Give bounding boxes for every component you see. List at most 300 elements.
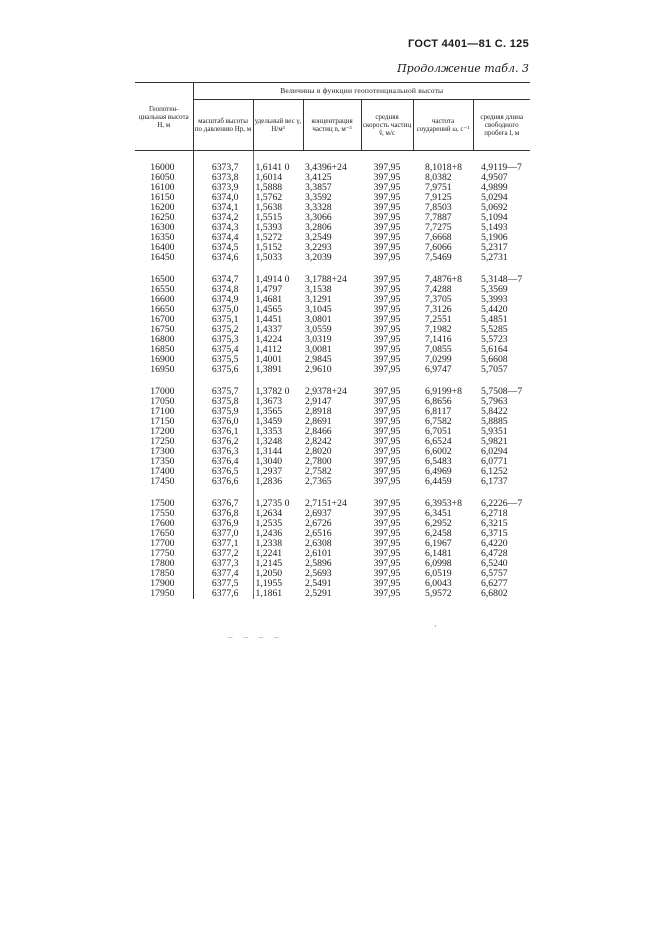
table-cell: 1,3144 <box>253 447 303 457</box>
table-cell: 3,0559 <box>305 324 332 335</box>
table-cell: 6,2458 <box>425 528 452 539</box>
table-cell: 6,6002 <box>425 446 452 457</box>
table-cell: 2,9610 <box>305 364 332 375</box>
table-cell: 6376,4 <box>211 456 239 467</box>
table-row <box>135 387 530 397</box>
table-cell: 7,6066 <box>425 242 452 253</box>
table-cell: 1,2436 <box>253 529 303 539</box>
table-cell: 17950 <box>135 589 193 599</box>
table-cell: 5,9351 <box>481 426 508 437</box>
table-cell: 397,95 <box>373 202 401 213</box>
table-row <box>135 163 530 173</box>
table-cell: 6,2226—7 <box>481 498 523 509</box>
table-row <box>135 213 530 223</box>
table-cell: 5,3569 <box>481 284 508 295</box>
table-cell: 1,2241 <box>253 549 303 559</box>
table-cell: 6373,9 <box>211 182 239 193</box>
table-cell: 397,95 <box>373 232 401 243</box>
table-cell: 1,2050 <box>253 569 303 579</box>
table-cell: 397,95 <box>373 364 401 375</box>
table-cell: 6,9747 <box>425 364 452 375</box>
table-cell: 1,6141 0 <box>253 163 303 173</box>
table-cell: 8,0382 <box>425 172 452 183</box>
table-cell: 6375,9 <box>211 406 239 417</box>
table-cell: 397,95 <box>373 162 401 173</box>
table-cell: 1,3353 <box>253 427 303 437</box>
table-cell: 6,6524 <box>425 436 452 447</box>
table-cell: 17100 <box>135 407 193 417</box>
table-cell: 6,1252 <box>481 466 508 477</box>
table-cell: 3,2293 <box>305 242 332 253</box>
table-cell: 6374,1 <box>211 202 239 213</box>
table-cell: 3,1045 <box>305 304 332 315</box>
table-cell: 5,6164 <box>481 344 508 355</box>
table-cell: 3,0081 <box>305 344 332 355</box>
table-cell: 17650 <box>135 529 193 539</box>
table-row <box>135 223 530 233</box>
table-cell: 397,95 <box>373 518 401 529</box>
table-cell: 6374,2 <box>211 212 239 223</box>
table-cell: 1,6014 <box>253 173 303 183</box>
table-cell: 397,95 <box>373 252 401 263</box>
table-cell: 397,95 <box>373 222 401 233</box>
table-cell: 6375,3 <box>211 334 239 345</box>
table-cell: 17350 <box>135 457 193 467</box>
table-cell: 7,9751 <box>425 182 452 193</box>
table-cell: 6373,8 <box>211 172 239 183</box>
table-cell: 6374,4 <box>211 232 239 243</box>
table-cell: 397,95 <box>373 386 401 397</box>
table-cell: 397,95 <box>373 578 401 589</box>
table-cell: 6377,4 <box>211 568 239 579</box>
table-cell: 3,3857 <box>305 182 332 193</box>
table-cell: 17150 <box>135 417 193 427</box>
table-row <box>135 285 530 295</box>
table-cell: 397,95 <box>373 416 401 427</box>
table-cell: 17200 <box>135 427 193 437</box>
table-cell: 6374,3 <box>211 222 239 233</box>
table-cell: 17450 <box>135 477 193 487</box>
table-cell: 2,7151+24 <box>305 498 347 509</box>
table-cell: 1,4451 <box>253 315 303 325</box>
table-cell: 16400 <box>135 243 193 253</box>
table-row <box>135 499 530 509</box>
table-cell: 6375,4 <box>211 344 239 355</box>
table-cell: 5,7963 <box>481 396 508 407</box>
table-cell: 1,4797 <box>253 285 303 295</box>
table-cell: 2,5491 <box>305 578 332 589</box>
table-cell: 3,4125 <box>305 172 332 183</box>
table-row <box>135 253 530 263</box>
table-row <box>135 457 530 467</box>
table-cell: 16900 <box>135 355 193 365</box>
table-row <box>135 325 530 335</box>
table-cell: 397,95 <box>373 446 401 457</box>
table-cell: 397,95 <box>373 426 401 437</box>
table-cell: 1,4681 <box>253 295 303 305</box>
table-cell: 7,7275 <box>425 222 452 233</box>
table-cell: 8,1018+8 <box>425 162 462 173</box>
table-cell: 6,0998 <box>425 558 452 569</box>
header-group: Величины в функции геопотенциальной высоты <box>193 83 530 100</box>
table-cell: 6,1481 <box>425 548 452 559</box>
table-cell: 1,3782 0 <box>253 387 303 397</box>
table-cell: 397,95 <box>373 284 401 295</box>
table-cell: 6375,1 <box>211 314 239 325</box>
table-cell: 1,5393 <box>253 223 303 233</box>
table-cell: 7,0855 <box>425 344 452 355</box>
table-row <box>135 569 530 579</box>
table-row <box>135 275 530 285</box>
table-row <box>135 233 530 243</box>
table-cell: 6,7582 <box>425 416 452 427</box>
table-cell: 6,0771 <box>481 456 508 467</box>
table-cell: 6,1737 <box>481 476 508 487</box>
table-cell: 6375,7 <box>211 386 239 397</box>
table-cell: 5,1493 <box>481 222 508 233</box>
table-cell: 7,9125 <box>425 192 452 203</box>
table-cell: 6,8656 <box>425 396 452 407</box>
table-cell: 17750 <box>135 549 193 559</box>
table-cell: 397,95 <box>373 182 401 193</box>
table-row <box>135 509 530 519</box>
table-cell: 397,95 <box>373 508 401 519</box>
table-cell: 4,9899 <box>481 182 508 193</box>
table-row <box>135 315 530 325</box>
table-cell: 16750 <box>135 325 193 335</box>
table-cell: 17600 <box>135 519 193 529</box>
table-cell: 5,2317 <box>481 242 508 253</box>
table-cell: 7,3126 <box>425 304 452 315</box>
header-collision-frequency: частота соударений ω, с⁻¹ <box>413 100 473 151</box>
table-cell: 2,8242 <box>305 436 332 447</box>
table-cell: 16350 <box>135 233 193 243</box>
table-cell: 6377,1 <box>211 538 239 549</box>
table-cell: 7,1982 <box>425 324 452 335</box>
table-cell: 397,95 <box>373 396 401 407</box>
table-cell: 6376,9 <box>211 518 239 529</box>
table-cell: 397,95 <box>373 548 401 559</box>
header-specific-weight: удельный вес γ, Н/м³ <box>253 100 303 151</box>
table-cell: 6,5240 <box>481 558 508 569</box>
table-row <box>135 183 530 193</box>
table-cell: 397,95 <box>373 294 401 305</box>
table-cell: 397,95 <box>373 334 401 345</box>
table-cell: 16600 <box>135 295 193 305</box>
table-cell: 6374,8 <box>211 284 239 295</box>
table-row <box>135 529 530 539</box>
table-cell: 6,3451 <box>425 508 452 519</box>
table-cell: 7,3705 <box>425 294 452 305</box>
table-cell: 17500 <box>135 499 193 509</box>
table-cell: 16700 <box>135 315 193 325</box>
table-cell: 3,4396+24 <box>305 162 347 173</box>
table-cell: 6373,7 <box>211 162 239 173</box>
table-body <box>135 151 530 600</box>
table-cell: 17000 <box>135 387 193 397</box>
table-cell: 5,0294 <box>481 192 508 203</box>
table-row <box>135 305 530 315</box>
table-cell: 5,3993 <box>481 294 508 305</box>
table-cell: 1,2836 <box>253 477 303 487</box>
table-cell: 6376,7 <box>211 498 239 509</box>
table-cell: 1,2535 <box>253 519 303 529</box>
table-cell: 17900 <box>135 579 193 589</box>
table-cell: 397,95 <box>373 172 401 183</box>
table-cell: 6376,1 <box>211 426 239 437</box>
table-row <box>135 579 530 589</box>
table-cell: 6,1967 <box>425 538 452 549</box>
table-cell: 3,3592 <box>305 192 332 203</box>
table-cell: 397,95 <box>373 406 401 417</box>
table-cell: 6377,6 <box>211 588 239 599</box>
table-row <box>135 365 530 375</box>
table-cell: 397,95 <box>373 354 401 365</box>
table-row <box>135 559 530 569</box>
table-cell: 16200 <box>135 203 193 213</box>
table-cell: 6,4220 <box>481 538 508 549</box>
table-row <box>135 447 530 457</box>
table-cell: 7,7887 <box>425 212 452 223</box>
table-cell: 5,3148—7 <box>481 274 523 285</box>
table-cell: 2,7800 <box>305 456 332 467</box>
table-cell: 3,2806 <box>305 222 332 233</box>
table-cell: 7,6668 <box>425 232 452 243</box>
table-cell: 2,5291 <box>305 588 332 599</box>
table-cell: 7,4288 <box>425 284 452 295</box>
table-row <box>135 417 530 427</box>
table-cell: 1,2338 <box>253 539 303 549</box>
table-cell: 6374,6 <box>211 252 239 263</box>
table-cell: 1,4112 <box>253 345 303 355</box>
table-cell: 1,3040 <box>253 457 303 467</box>
table-cell: 3,1788+24 <box>305 274 347 285</box>
table-cell: 6374,5 <box>211 242 239 253</box>
table-cell: 6,9199+8 <box>425 386 462 397</box>
table-row <box>135 519 530 529</box>
table-cell: 2,9147 <box>305 396 332 407</box>
table-cell: 16950 <box>135 365 193 375</box>
table-cell: 397,95 <box>373 212 401 223</box>
table-cell: 16300 <box>135 223 193 233</box>
table-cell: 6375,2 <box>211 324 239 335</box>
table-cell: 397,95 <box>373 558 401 569</box>
table-cell: 17700 <box>135 539 193 549</box>
table-cell: 6,0294 <box>481 446 508 457</box>
table-cell: 1,2634 <box>253 509 303 519</box>
table-cell: 17300 <box>135 447 193 457</box>
table-cell: 5,7057 <box>481 364 508 375</box>
table-cell: 6,4728 <box>481 548 508 559</box>
table-row <box>135 243 530 253</box>
stray-mark: · <box>434 622 437 631</box>
table-cell: 17550 <box>135 509 193 519</box>
table-cell: 16000 <box>135 163 193 173</box>
table-cell: 1,5762 <box>253 193 303 203</box>
table-cell: 1,4224 <box>253 335 303 345</box>
table-cell: 16850 <box>135 345 193 355</box>
table-cell: 397,95 <box>373 304 401 315</box>
table-cell: 397,95 <box>373 456 401 467</box>
table-cell: 1,5272 <box>253 233 303 243</box>
table-cell: 5,4851 <box>481 314 508 325</box>
table-cell: 6,0043 <box>425 578 452 589</box>
table-cell: 6,8117 <box>425 406 452 417</box>
table-cell: 397,95 <box>373 192 401 203</box>
table-cell: 2,6516 <box>305 528 332 539</box>
table-row <box>135 355 530 365</box>
table-cell: 6375,5 <box>211 354 239 365</box>
table-cell: 397,95 <box>373 242 401 253</box>
table-row <box>135 407 530 417</box>
table-cell: 3,2039 <box>305 252 332 263</box>
table-cell: 6,3215 <box>481 518 508 529</box>
geopotential-table <box>135 82 530 599</box>
table-cell: 2,5693 <box>305 568 332 579</box>
table-cell: 5,8885 <box>481 416 508 427</box>
table-cell: 1,5515 <box>253 213 303 223</box>
table-row <box>135 173 530 183</box>
table-cell: 5,1906 <box>481 232 508 243</box>
header-mean-free-path: средняя длина свободного пробега l, м <box>473 100 530 151</box>
table-row <box>135 437 530 447</box>
table-cell: 5,8422 <box>481 406 508 417</box>
table-cell: 1,5033 <box>253 253 303 263</box>
table-cell: 17400 <box>135 467 193 477</box>
table-cell: 5,0692 <box>481 202 508 213</box>
table-cell: 6,4459 <box>425 476 452 487</box>
footer-marks: _ _ _ _ <box>228 628 283 638</box>
table-cell: 6,2952 <box>425 518 452 529</box>
table-cell: 1,3565 <box>253 407 303 417</box>
table-cell: 2,6101 <box>305 548 332 559</box>
table-cell: 6375,8 <box>211 396 239 407</box>
table-cell: 3,0801 <box>305 314 332 325</box>
table-cell: 3,1538 <box>305 284 332 295</box>
table-cell: 7,5469 <box>425 252 452 263</box>
table-cell: 397,95 <box>373 498 401 509</box>
table-cell: 397,95 <box>373 538 401 549</box>
table-cell: 2,8918 <box>305 406 332 417</box>
table-cell: 5,6608 <box>481 354 508 365</box>
table-row <box>135 477 530 487</box>
table-cell: 16450 <box>135 253 193 263</box>
table-cell: 16150 <box>135 193 193 203</box>
table-cell: 3,3066 <box>305 212 332 223</box>
table-row <box>135 467 530 477</box>
table-row <box>135 193 530 203</box>
table-cell: 5,2731 <box>481 252 508 263</box>
table-cell: 5,5723 <box>481 334 508 345</box>
table-cell: 397,95 <box>373 344 401 355</box>
table-cell: 2,7582 <box>305 466 332 477</box>
table-cell: 4,9507 <box>481 172 508 183</box>
table-cell: 5,9821 <box>481 436 508 447</box>
table-cell: 6377,5 <box>211 578 239 589</box>
table-cell: 5,7508—7 <box>481 386 523 397</box>
table-cell: 17050 <box>135 397 193 407</box>
table-cell: 5,9572 <box>425 588 452 599</box>
table-cell: 17800 <box>135 559 193 569</box>
table-cell: 2,6726 <box>305 518 332 529</box>
table-cell: 1,2735 0 <box>253 499 303 509</box>
table-cell: 6376,6 <box>211 476 239 487</box>
table-cell: 6375,0 <box>211 304 239 315</box>
table-cell: 397,95 <box>373 568 401 579</box>
table-row <box>135 397 530 407</box>
header-geopotential-height: Геопотен-циальная высота H, м <box>135 83 193 151</box>
table-cell: 2,8691 <box>305 416 332 427</box>
table-cell: 397,95 <box>373 274 401 285</box>
table-row <box>135 345 530 355</box>
table-cell: 1,1861 <box>253 589 303 599</box>
table-cell: 16650 <box>135 305 193 315</box>
table-cell: 6,4969 <box>425 466 452 477</box>
table-cell: 6,7051 <box>425 426 452 437</box>
table-cell: 6376,5 <box>211 466 239 477</box>
table-cell: 397,95 <box>373 588 401 599</box>
table-cell: 1,2145 <box>253 559 303 569</box>
header-mean-speed: средняя скорость частиц v̄, м/с <box>361 100 413 151</box>
table-cell: 16250 <box>135 213 193 223</box>
table-cell: 1,4337 <box>253 325 303 335</box>
table-cell: 16050 <box>135 173 193 183</box>
table-cell: 1,2937 <box>253 467 303 477</box>
table-row <box>135 539 530 549</box>
document-code: ГОСТ 4401—81 С. 125 <box>408 38 529 50</box>
table-row <box>135 427 530 437</box>
table-cell: 1,4914 0 <box>253 275 303 285</box>
table-cell: 2,8466 <box>305 426 332 437</box>
table-cell: 17850 <box>135 569 193 579</box>
table-cell: 7,8503 <box>425 202 452 213</box>
table-cell: 397,95 <box>373 324 401 335</box>
table-cell: 1,4565 <box>253 305 303 315</box>
table-cell: 6376,3 <box>211 446 239 457</box>
table-cell: 6,0519 <box>425 568 452 579</box>
table-cell: 6374,0 <box>211 192 239 203</box>
table-row <box>135 295 530 305</box>
table-cell: 16800 <box>135 335 193 345</box>
header-pressure-scale: масштаб высоты по давлению Hp, м <box>193 100 253 151</box>
table-cell: 1,3248 <box>253 437 303 447</box>
table-cell: 3,1291 <box>305 294 332 305</box>
table-row <box>135 203 530 213</box>
table-cell: 397,95 <box>373 436 401 447</box>
table-cell: 16500 <box>135 275 193 285</box>
table-cell: 16550 <box>135 285 193 295</box>
table-cell: 1,4001 <box>253 355 303 365</box>
table-cell: 2,6937 <box>305 508 332 519</box>
table-cell: 6,5757 <box>481 568 508 579</box>
table-cell: 6376,8 <box>211 508 239 519</box>
table-cell: 397,95 <box>373 314 401 325</box>
table-cell: 6377,3 <box>211 558 239 569</box>
table-cell: 7,2551 <box>425 314 452 325</box>
table-cell: 2,7365 <box>305 476 332 487</box>
table-cell: 6,3953+8 <box>425 498 462 509</box>
table-cell: 2,8020 <box>305 446 332 457</box>
table-cell: 397,95 <box>373 466 401 477</box>
table-cell: 6375,6 <box>211 364 239 375</box>
table-cell: 5,5285 <box>481 324 508 335</box>
table-row <box>135 589 530 599</box>
table-cell: 2,5896 <box>305 558 332 569</box>
table-cell: 6377,0 <box>211 528 239 539</box>
table-cell: 1,3459 <box>253 417 303 427</box>
table-cell: 3,3328 <box>305 202 332 213</box>
table-cell: 6,3715 <box>481 528 508 539</box>
